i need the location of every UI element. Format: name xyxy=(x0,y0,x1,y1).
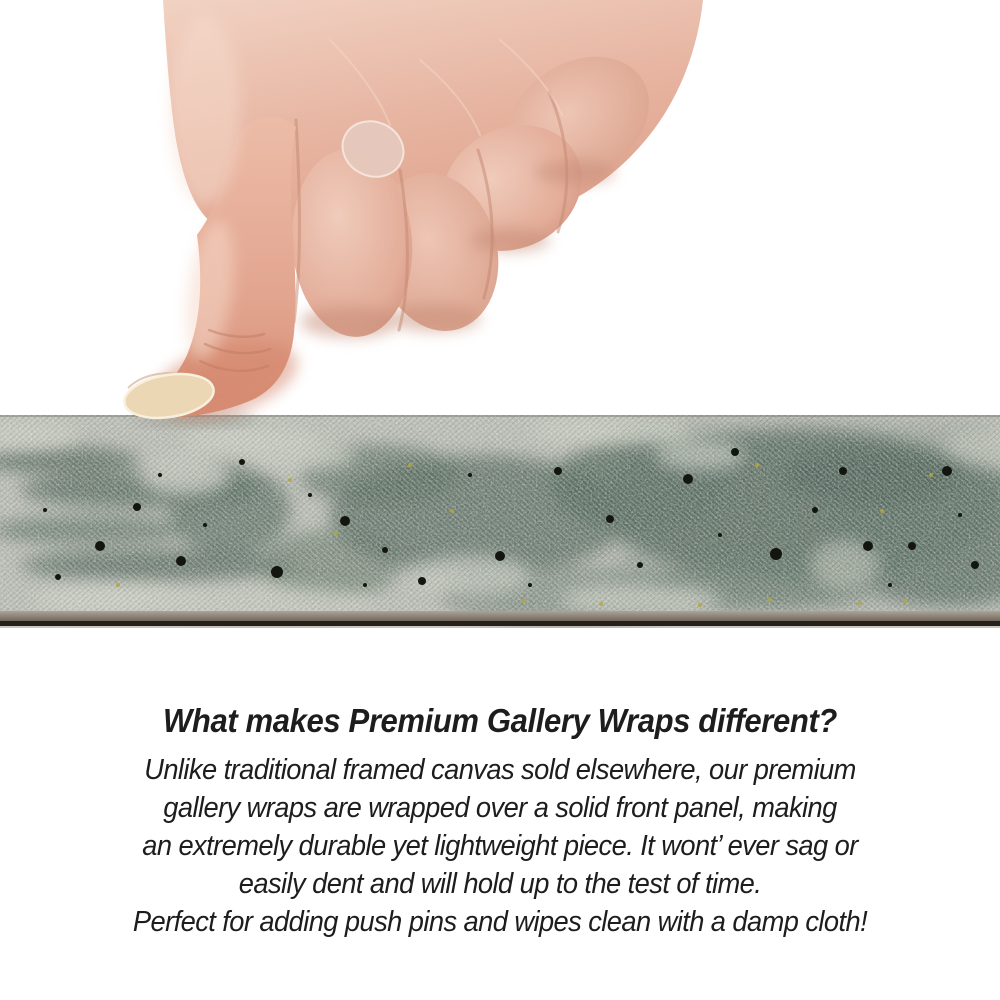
headline: What makes Premium Gallery Wraps different? xyxy=(163,702,837,739)
body-line-1: Unlike traditional framed canvas sold elsewhere, our premium xyxy=(144,754,856,786)
hand-pressing-thumb-image xyxy=(0,0,1000,430)
body-line-5: Perfect for adding push pins and wipes clean with a damp cloth! xyxy=(132,906,868,938)
body-line-4: easily dent and will hold up to the test of time. xyxy=(238,868,762,900)
copy-block xyxy=(30,701,970,941)
canvas-edge-strip xyxy=(0,415,1000,628)
body-line-2: gallery wraps are wrapped over a solid front panel, making xyxy=(163,792,837,824)
canvas-texture-image xyxy=(0,415,1000,628)
hero-photo xyxy=(0,0,1000,430)
body-line-3: an extremely durable yet lightweight piece. It wont’ ever sag or xyxy=(142,830,858,862)
